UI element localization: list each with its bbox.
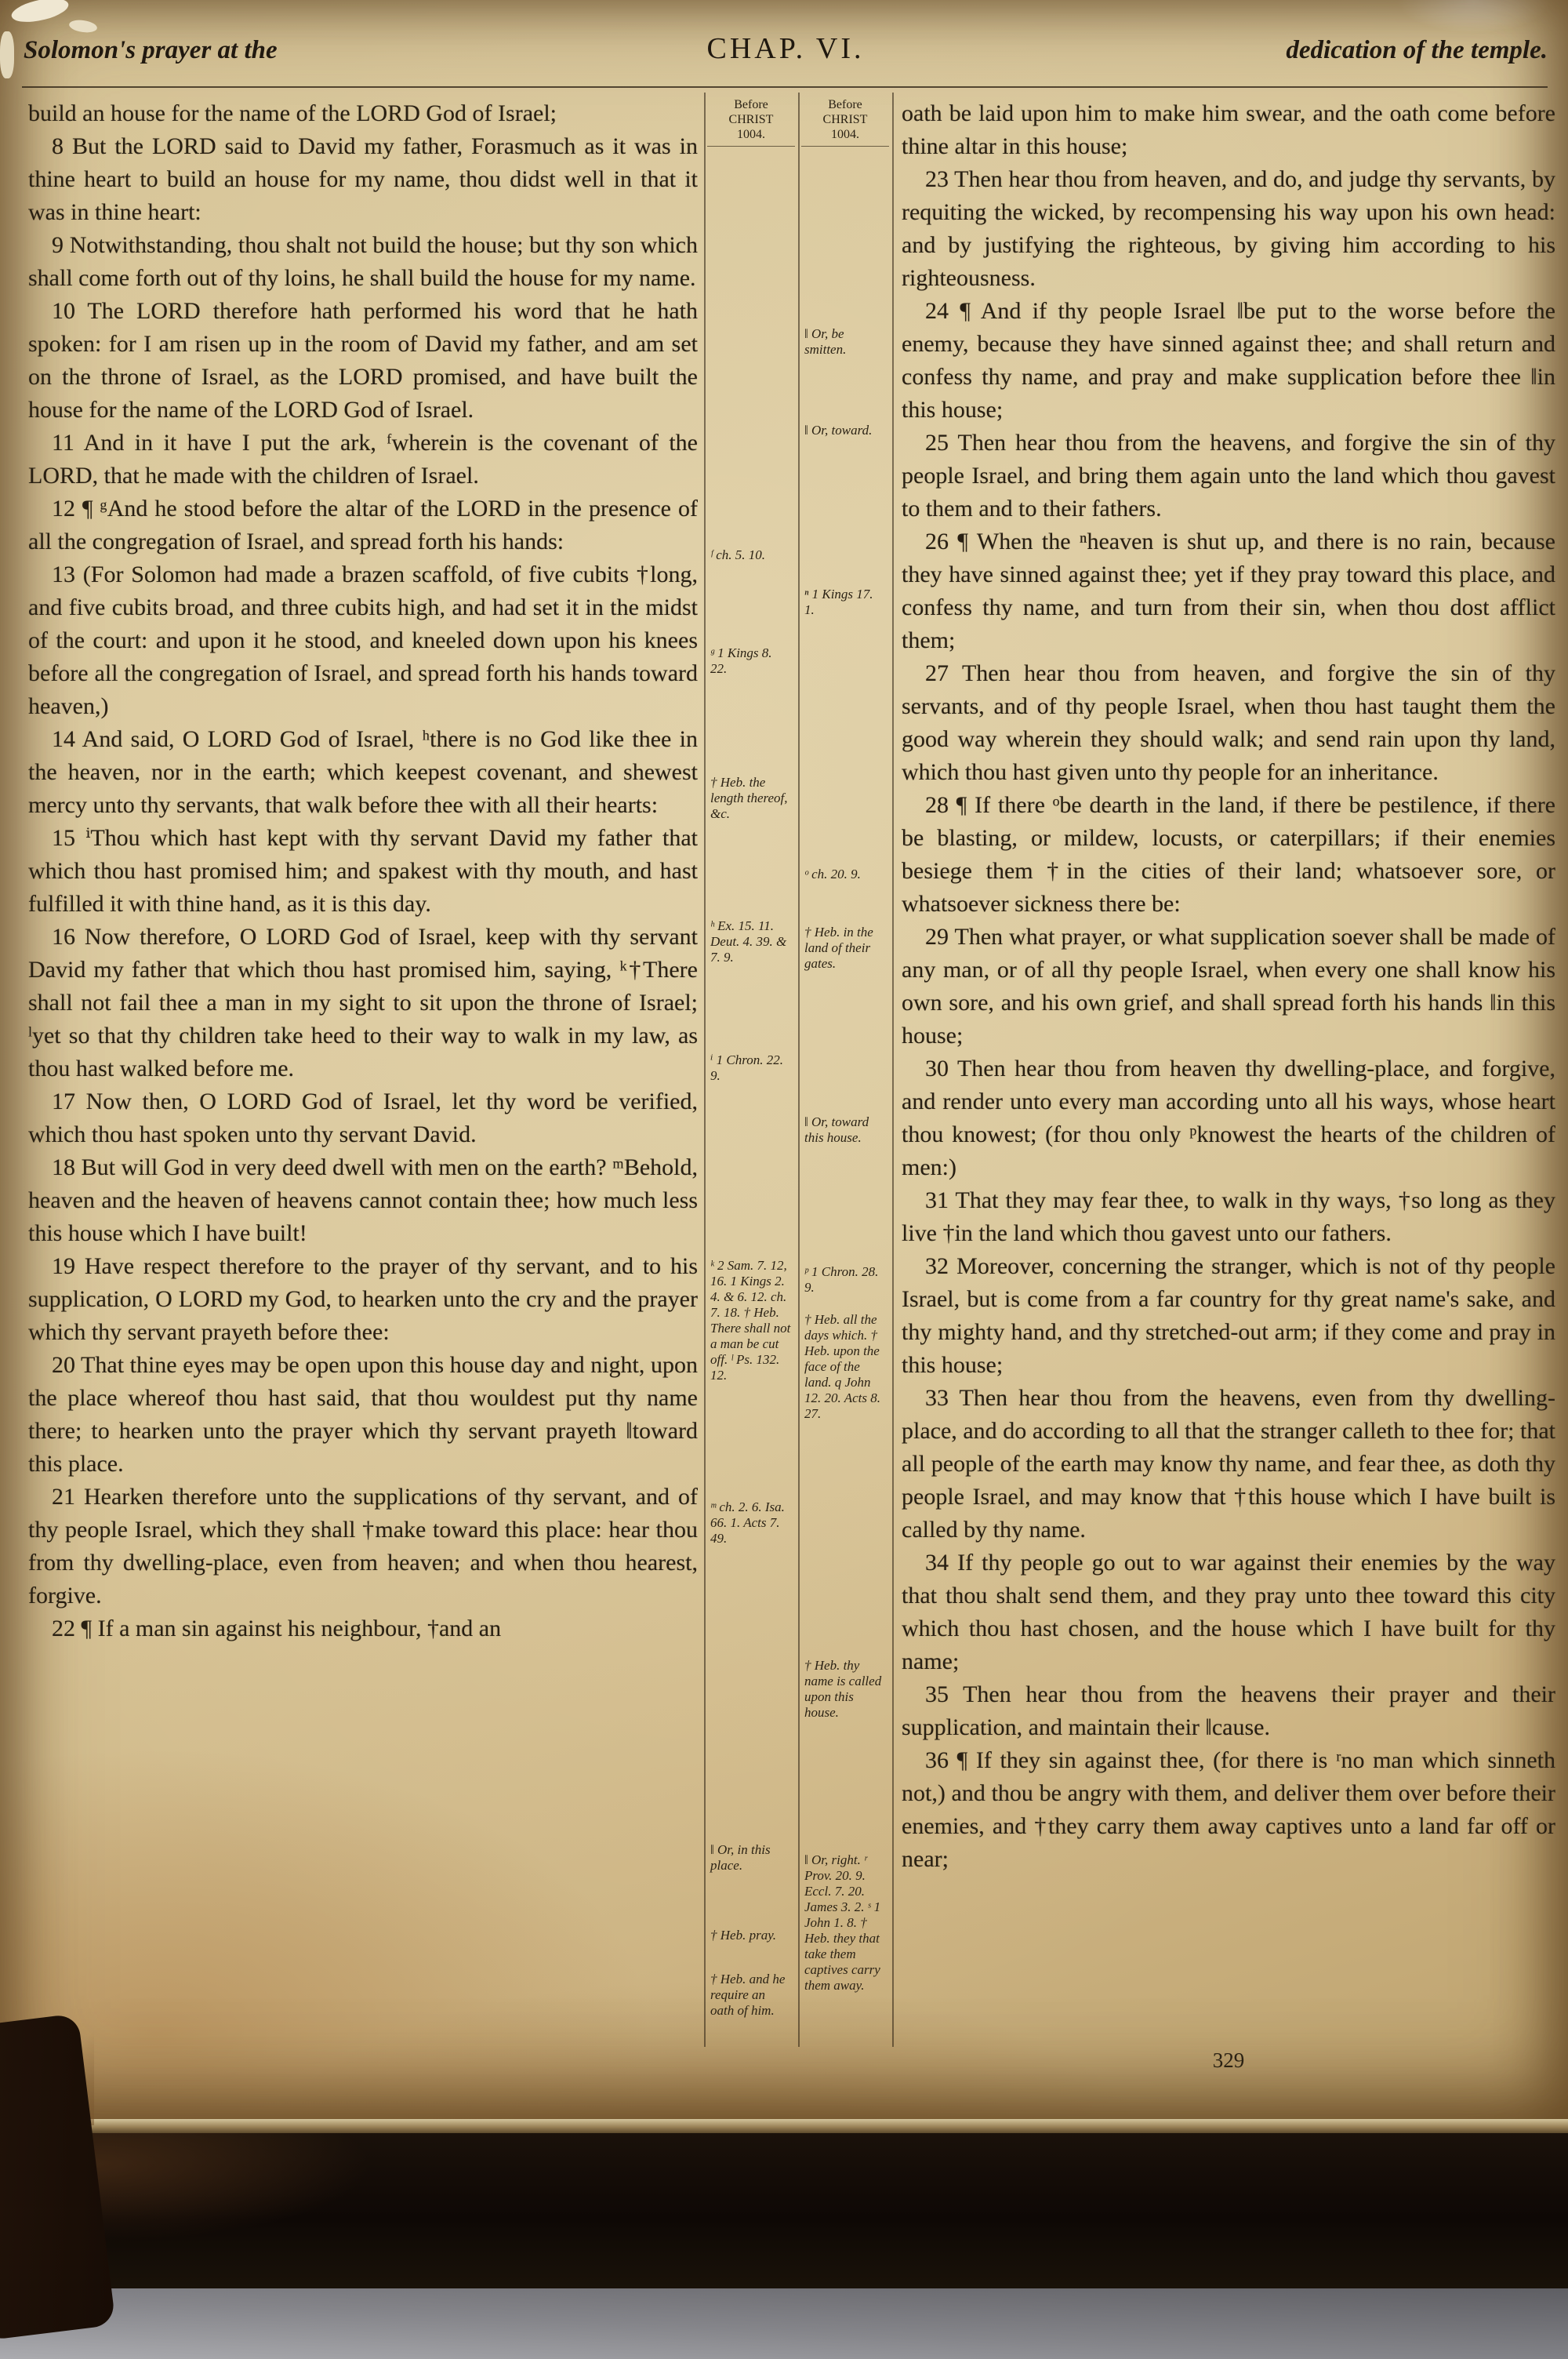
- verse-paragraph: 23 Then hear thou from heaven, and do, and judge thy servants, by requiting the wicked, by recompensing his way upon his own head: and by justifying the righteous, by giving him according to his righteousness.: [902, 166, 1555, 291]
- verse-paragraph: build an house for the name of the LORD God of Israel;: [28, 100, 557, 126]
- margin-note: ᵖ 1 Chron. 28. 9.: [804, 1264, 879, 1295]
- verse-paragraph: 9 Notwithstanding, thou shalt not build the house; but thy son which shall come forth out of thy loins, he shall build the house for my name.: [28, 232, 698, 291]
- verse-paragraph: 36 ¶ If they sin against thee, (for there is ʳno man which sinneth not,) and thou be angry with them, and deliver them over before their enemies, and †they carry them away captives unto a land far off or near;: [902, 1747, 1555, 1872]
- column-rule: [704, 93, 706, 2047]
- running-header: [24, 31, 1548, 66]
- verse-paragraph: 25 Then hear thou from the heavens, and forgive the sin of thy people Israel, and bring them again unto the land which thou gavest to them and to their fathers.: [902, 430, 1555, 522]
- before-christ-line: Before: [734, 98, 768, 111]
- before-christ-header: [801, 97, 889, 147]
- verse-paragraph: 10 The LORD therefore hath performed his word that he hath spoken: for I am risen up in the room of David my father, and am set on the throne of Israel, as the LORD promised, and have built the house for the name of the LORD God of Israel.: [28, 298, 698, 423]
- before-christ-line: 1004.: [831, 128, 859, 141]
- margin-note: ‖ Or, toward.: [804, 423, 873, 438]
- verse-paragraph: 34 If thy people go out to war against their enemies by the way that thou shalt send them, and they pray unto thee toward this city which thou hast chosen, and the house which I have built for thy name;: [902, 1550, 1555, 1674]
- paper-tear: [0, 31, 14, 78]
- verse-paragraph: 11 And in it have I put the ark, ᶠwherein is the covenant of the LORD, that he made with the children of Israel.: [28, 430, 698, 489]
- verse-paragraph: 13 (For Solomon had made a brazen scaffold, of five cubits †long, and five cubits broad, and three cubits high, and had set it in the midst of the court: and upon it he stood, and kneeled down upon his knees before all the congregation of Israel, and spread forth his hands toward heaven,): [28, 562, 698, 719]
- verse-paragraph: 31 That they may fear thee, to walk in thy ways, †so long as they live †in the land which thou gavest unto our fathers.: [902, 1187, 1555, 1246]
- page-number: 329: [1212, 2048, 1245, 2072]
- verse-paragraph: 33 Then hear thou from the heavens, even from thy dwelling-place, and do according to all that the stranger calleth to thee for; that all people of the earth may know thy name, and fear thee, as doth thy people Israel, and may know that †this house which I have built is called by thy name.: [902, 1385, 1555, 1543]
- margin-note: ‖ Or, right. ʳ Prov. 20. 9. Eccl. 7. 20. James 3. 2. ˢ 1 John 1. 8. † Heb. they that take them captives carry them away.: [804, 1852, 881, 1993]
- verse-paragraph: 29 Then what prayer, or what supplication soever shall be made of any man, or of all thy people Israel, when every one shall know his own sore, and his own grief, and shall spread forth his hands ‖in this house;: [902, 924, 1555, 1049]
- verse-paragraph: 19 Have respect therefore to the prayer of thy servant, and to his supplication, O LORD my God, to hearken unto the cry and the prayer which thy servant prayeth before thee:: [28, 1253, 698, 1345]
- column-rule: [892, 93, 894, 2047]
- verse-paragraph: 12 ¶ ᵍAnd he stood before the altar of the LORD in the presence of all the congregation of Israel, and spread forth his hands:: [28, 496, 698, 554]
- verse-paragraph: 35 Then hear thou from the heavens their prayer and their supplication, and maintain their ‖cause.: [902, 1681, 1555, 1740]
- left-text-column: [28, 97, 698, 2052]
- margin-note: † Heb. in the land of their gates.: [804, 925, 873, 971]
- verse-paragraph: oath be laid upon him to make him swear, and the oath come before thine altar in this house;: [902, 100, 1555, 159]
- right-text-column: [902, 97, 1555, 2052]
- margin-note: ᵐ ch. 2. 6. Isa. 66. 1. Acts 7. 49.: [710, 1499, 785, 1546]
- header-rule: [22, 86, 1548, 88]
- verse-paragraph: 22 ¶ If a man sin against his neighbour, †and an: [52, 1616, 502, 1641]
- margin-note: ⁱ 1 Chron. 22. 9.: [710, 1052, 783, 1083]
- paper-tear: [9, 0, 71, 27]
- margin-note: ʰ Ex. 15. 11. Deut. 4. 39. & 7. 9.: [710, 918, 787, 965]
- before-christ-line: CHRIST: [822, 113, 868, 126]
- verse-paragraph: 8 But the LORD said to David my father, Forasmuch as it was in thine heart to build an house for my name, thou didst well in that it was in thine heart:: [28, 133, 698, 225]
- verse-paragraph: 32 Moreover, concerning the stranger, which is not of thy people Israel, but is come from a far country for thy great name's sake, and thy mighty hand, and thy stretched-out arm; if they come and pray in this house;: [902, 1253, 1555, 1378]
- margin-note: ‖ Or, toward this house.: [804, 1114, 869, 1145]
- verse-paragraph: 24 ¶ And if thy people Israel ‖be put to the worse before the enemy, because they have sinned against thee; and shall return and confess thy name, and pray and make supplication before thee ‖in this house;: [902, 298, 1555, 423]
- margin-note: † Heb. the length thereof, &c.: [710, 775, 788, 821]
- verse-paragraph: 27 Then hear thou from heaven, and forgive the sin of thy servants, and of thy people Israel, when thou hast taught them the good way wherein they should walk; and send rain upon thy land, which thou hast given unto thy people for an inheritance.: [902, 660, 1555, 785]
- margin-note: † Heb. pray.: [710, 1928, 777, 1943]
- margin-note: ᶠ ch. 5. 10.: [710, 547, 766, 562]
- margin-note: ‖ Or, be smitten.: [804, 326, 847, 357]
- margin-note: ᵍ 1 Kings 8. 22.: [710, 645, 772, 676]
- table-surface: [0, 2133, 1568, 2288]
- verse-paragraph: 28 ¶ If there ᵒbe dearth in the land, if there be pestilence, if there be blasting, or mildew, locusts, or caterpillars; if their enemies besiege them †in the cities of their land; whatsoever sore, or whatsoever sickness there be:: [902, 792, 1555, 917]
- margin-note: † Heb. thy name is called upon this house.: [804, 1658, 882, 1720]
- verse-paragraph: 17 Now then, O LORD God of Israel, let thy word be verified, which thou hast spoken unto thy servant David.: [28, 1089, 698, 1147]
- floor-surface: [0, 2288, 1568, 2359]
- margin-column-right: [801, 97, 889, 2052]
- margin-note: ᵒ ch. 20. 9.: [804, 867, 861, 881]
- column-rule: [798, 93, 800, 2047]
- verse-paragraph: 14 And said, O LORD God of Israel, ʰthere is no God like thee in the heaven, nor in the earth; which keepest covenant, and shewest mercy unto thy servants, that walk before thee with all their hearts:: [28, 726, 698, 818]
- margin-note: ⁿ 1 Kings 17. 1.: [804, 587, 873, 617]
- before-christ-line: 1004.: [737, 128, 765, 141]
- margin-column-left: [707, 97, 795, 2052]
- before-christ-line: CHRIST: [728, 113, 774, 126]
- verse-paragraph: 20 That thine eyes may be open upon this house day and night, upon the place whereof thou hast said, that thou wouldest put thy name there; to hearken unto the prayer which thy servant prayeth ‖toward this place.: [28, 1352, 698, 1477]
- margin-note: † Heb. all the days which. † Heb. upon the face of the land. q John 12. 20. Acts 8. 27.: [804, 1312, 880, 1421]
- before-christ-header: [707, 97, 795, 147]
- verse-paragraph: 15 ⁱThou which hast kept with thy servant David my father that which thou hast promised him; and spakest with thy mouth, and hast fulfilled it with thine hand, as it is this day.: [28, 825, 698, 917]
- margin-note: ‖ Or, in this place.: [710, 1842, 771, 1873]
- margin-note: † Heb. and he require an oath of him.: [710, 1972, 786, 2018]
- running-head-right: dedication of the temple.: [1286, 36, 1548, 64]
- chapter-heading: CHAP. VI.: [706, 32, 865, 65]
- verse-paragraph: 30 Then hear thou from heaven thy dwelling-place, and forgive, and render unto every man according unto all his ways, whose heart thou knowest; (for thou only ᵖknowest the hearts of the children of men:): [902, 1056, 1555, 1180]
- verse-paragraph: 21 Hearken therefore unto the supplications of thy servant, and of thy people Israel, which they shall †make toward this place: hear thou from thy dwelling-place, even from heaven; and when thou hearest, forgive.: [28, 1484, 698, 1608]
- running-head-left: Solomon's prayer at the: [24, 36, 278, 64]
- margin-note: ᵏ 2 Sam. 7. 12, 16. 1 Kings 2. 4. & 6. 12. ch. 7. 18. † Heb. There shall not a man be cut off. ˡ Ps. 132. 12.: [710, 1258, 791, 1383]
- verse-paragraph: 16 Now therefore, O LORD God of Israel, keep with thy servant David my father that which thou hast promised him, saying, ᵏ†There shall not fail thee a man in my sight to sit upon the throne of Israel; ˡyet so that thy children take heed to their way to walk in my law, as thou hast walked before me.: [28, 924, 698, 1081]
- verse-paragraph: 26 ¶ When the ⁿheaven is shut up, and there is no rain, because they have sinned against thee; yet if they pray toward this place, and confess thy name, and turn from their sin, when thou dost afflict them;: [902, 529, 1555, 653]
- page-stack-edge: [0, 2119, 1568, 2133]
- before-christ-line: Before: [828, 98, 862, 111]
- verse-paragraph: 18 But will God in very deed dwell with men on the earth? ᵐBehold, heaven and the heaven of heavens cannot contain thee; how much less this house which I have built!: [28, 1154, 698, 1246]
